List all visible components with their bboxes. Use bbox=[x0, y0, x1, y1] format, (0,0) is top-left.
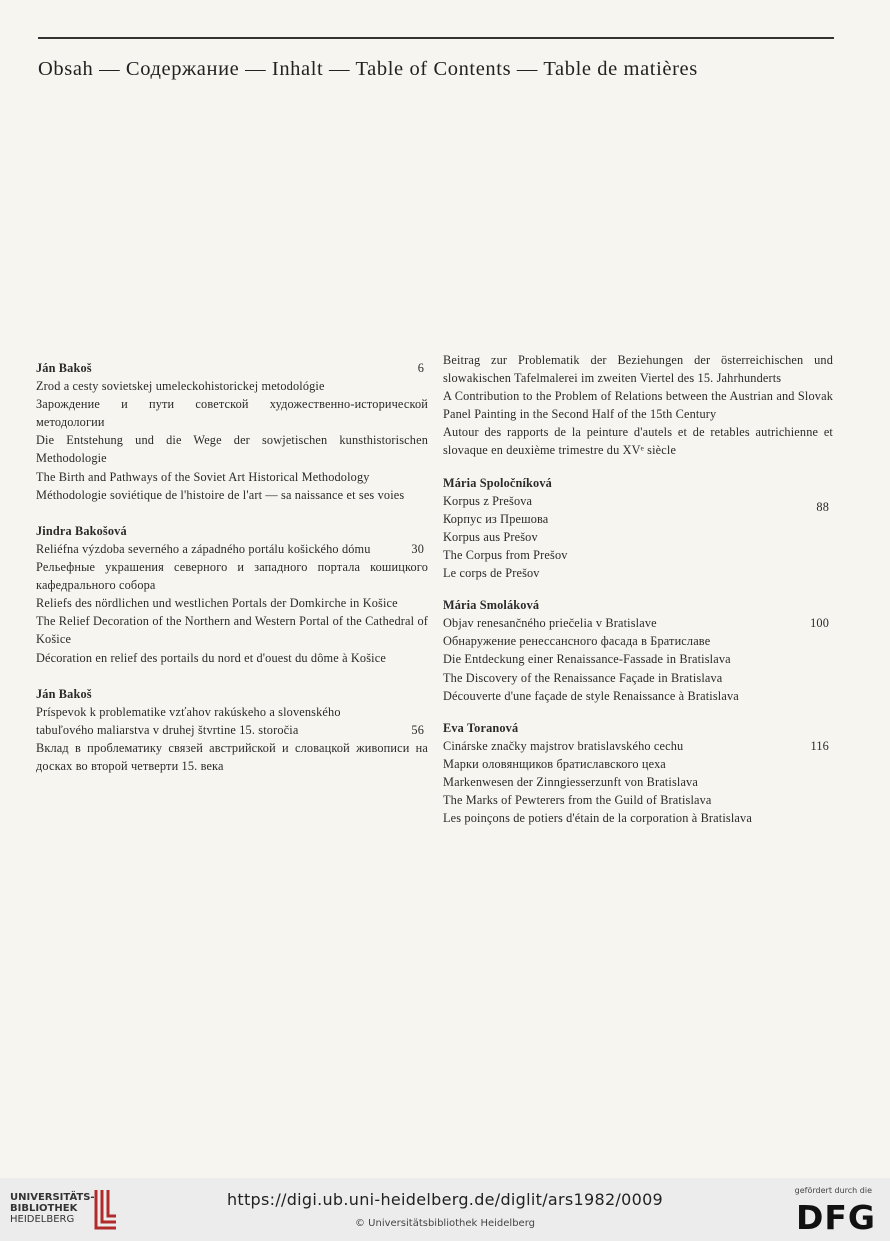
entry-line: Zrod a cesty sovietskej umeleckohistorickej metodológie bbox=[36, 379, 325, 394]
entry-line: The Relief Decoration of the Northern and Western Portal of the Cathedral of Košice bbox=[36, 614, 428, 647]
entry-title-row bbox=[443, 614, 833, 632]
toc-entry bbox=[36, 522, 428, 667]
dfg-logo[interactable]: DFG bbox=[795, 1198, 876, 1237]
entry-line: Autour des rapports de la peinture d'autels et de retables autrichienne et slovaque en deuxième trimestre du XVᵉ siècle bbox=[443, 425, 833, 458]
entry-line: The Corpus from Prešov bbox=[443, 547, 568, 562]
permalink-url[interactable]: https://digi.ub.uni-heidelberg.de/diglit/ars1982/0009 bbox=[226, 1190, 664, 1209]
entry-page-number: 100 bbox=[810, 616, 829, 631]
entry-line: Марки оловянщиков братиславского цеха bbox=[443, 756, 666, 771]
entry-line: Корпус из Прешова bbox=[443, 511, 549, 526]
entry-line: Méthodologie soviétique de l'histoire de l'art — sa naissance et ses voies bbox=[36, 487, 405, 502]
entry-line: Les poinçons de potiers d'étain de la corporation à Bratislava bbox=[443, 811, 752, 826]
entry-author-row bbox=[36, 359, 428, 377]
entry-page-number: 30 bbox=[411, 541, 424, 556]
entry-page-number: 6 bbox=[417, 361, 424, 375]
entry-title: Objav renesančného priečelia v Bratislave bbox=[443, 616, 657, 631]
entry-line: Обнаружение ренессансного фасада в Братиславе bbox=[443, 634, 711, 649]
entry-title: Cinárske značky majstrov bratislavského cechu bbox=[443, 738, 684, 753]
entry-line: A Contribution to the Problem of Relations between the Austrian and Slovak Panel Painting in the Second Half of the 15th Century bbox=[443, 389, 833, 422]
entry-line: Beitrag zur Problematik der Beziehungen der österreichischen und slowakischen Tafelmalerei im zweiten Viertel des 15. Jahrhunderts bbox=[443, 353, 833, 386]
page-title: Obsah — Содержание — Inhalt — Table of Contents — Table de matières bbox=[38, 58, 698, 80]
right-column bbox=[443, 351, 833, 841]
entry-line: Markenwesen der Zinngiesserzunft von Bratislava bbox=[443, 774, 698, 789]
entry-line: The Birth and Pathways of the Soviet Art Historical Methodology bbox=[36, 469, 370, 484]
library-name-line: UNIVERSITÄTS- bbox=[10, 1192, 95, 1203]
entry-line: The Discovery of the Renaissance Façade in Bratislava bbox=[443, 670, 723, 685]
entry-line: Korpus aus Prešov bbox=[443, 529, 538, 544]
entry-title: Korpus z Prešova bbox=[443, 493, 533, 508]
viewer-footer bbox=[0, 1178, 890, 1241]
entry-line: Décoration en relief des portails du nord et d'ouest du dôme à Košice bbox=[36, 650, 386, 665]
entry-line: Рельефные украшения северного и западного портала кошицкого кафедрального собора bbox=[36, 560, 428, 593]
entry-author: Mária Spoločníková bbox=[443, 475, 552, 490]
top-rule bbox=[38, 37, 834, 39]
left-column bbox=[36, 359, 428, 789]
entry-title-row bbox=[443, 737, 833, 755]
entry-title-row bbox=[36, 721, 428, 739]
entry-author: Mária Smoláková bbox=[443, 598, 540, 613]
toc-entry-continuation bbox=[443, 351, 833, 460]
entry-title-row bbox=[443, 492, 833, 514]
entry-title: Príspevok k problematike vzťahov rakúskeho a slovenského bbox=[36, 704, 341, 719]
entry-line: Découverte d'une façade de style Renaissance à Bratislava bbox=[443, 688, 739, 703]
entry-line: Reliefs des nördlichen und westlichen Portals der Domkirche in Košice bbox=[36, 596, 398, 611]
entry-page-number: 56 bbox=[411, 722, 424, 737]
entry-author: Jindra Bakošová bbox=[36, 523, 127, 538]
entry-author: Eva Toranová bbox=[443, 720, 519, 735]
toc-entry bbox=[443, 719, 833, 828]
library-name-line: HEIDELBERG bbox=[10, 1214, 75, 1225]
entry-line: Die Entdeckung einer Renaissance-Fassade in Bratislava bbox=[443, 652, 731, 667]
entry-title: Reliéfna výzdoba severného a západného portálu košického dómu bbox=[36, 541, 371, 556]
entry-line: Die Entstehung und die Wege der sowjetischen kunsthistorischen Methodologie bbox=[36, 433, 428, 466]
toc-entry bbox=[36, 359, 428, 504]
entry-author: Ján Bakoš bbox=[36, 686, 92, 701]
entry-author: Ján Bakoš bbox=[36, 361, 92, 375]
entry-title: tabuľového maliarstva v druhej štvrtine 15. storočia bbox=[36, 722, 299, 737]
entry-page-number: 88 bbox=[816, 499, 829, 514]
toc-entry bbox=[443, 596, 833, 705]
library-name-line: BIBLIOTHEK bbox=[10, 1203, 78, 1214]
toc-entry bbox=[36, 685, 428, 775]
entry-line: Зарождение и пути советской художественно-исторической методологии bbox=[36, 397, 428, 430]
entry-line: The Marks of Pewterers from the Guild of Bratislava bbox=[443, 793, 712, 808]
entry-page-number: 116 bbox=[810, 738, 829, 753]
toc-entry bbox=[443, 474, 833, 583]
entry-line: Вклад в проблематику связей австрийской и словацкой живописи на досках во второй четверти 15. века bbox=[36, 740, 428, 773]
entry-line: Le corps de Prešov bbox=[443, 566, 540, 581]
copyright-notice: © Universitätsbibliothek Heidelberg bbox=[354, 1218, 535, 1229]
funding-note: gefördert durch die bbox=[794, 1186, 872, 1195]
